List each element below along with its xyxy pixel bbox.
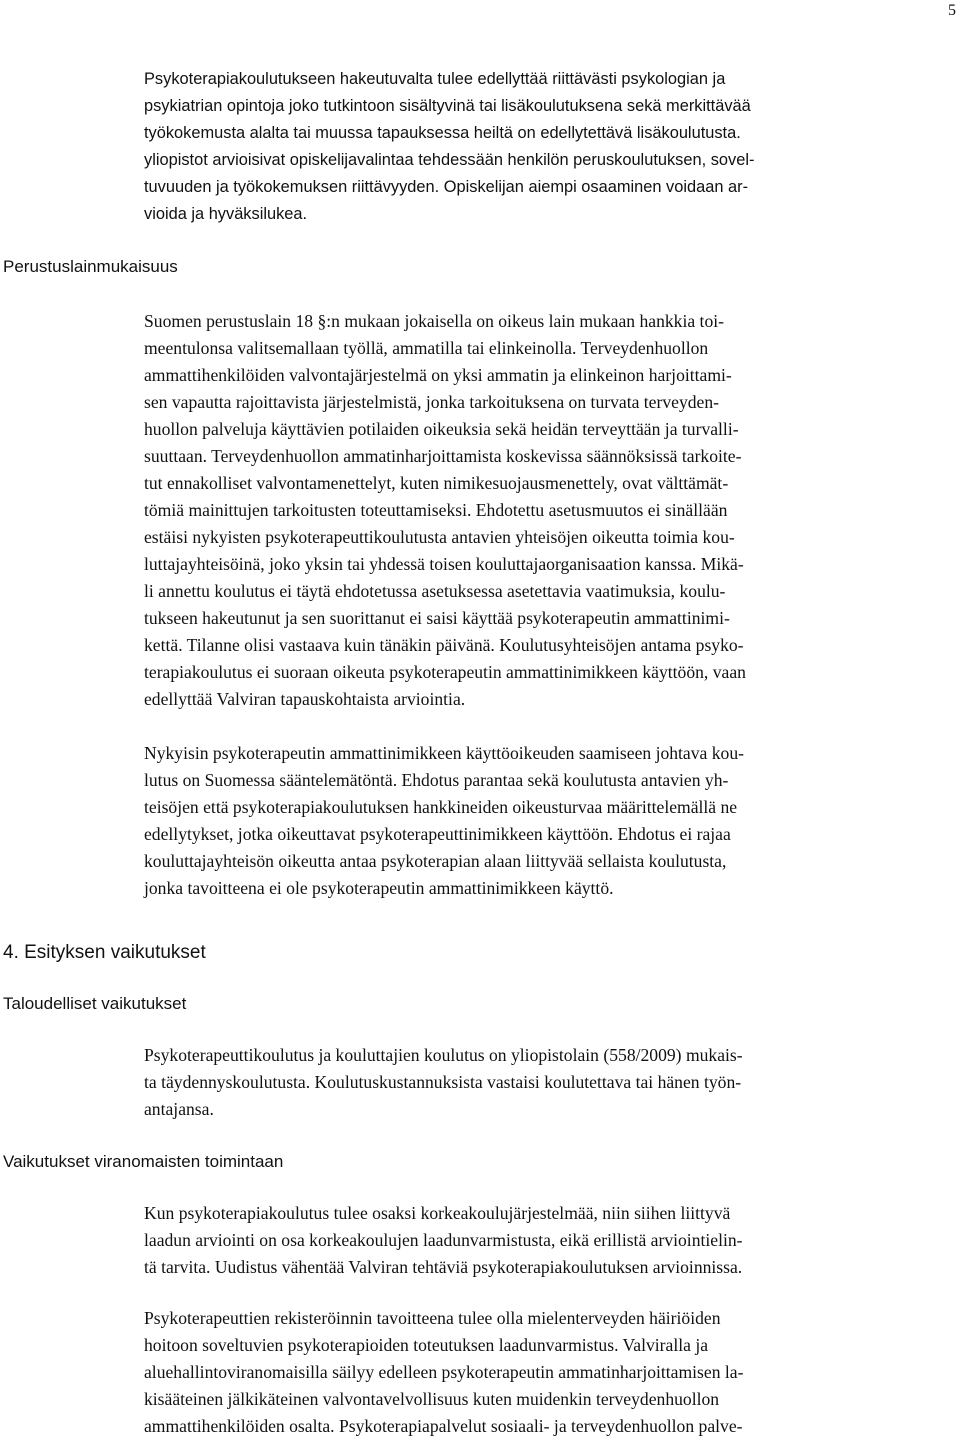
text-line: tä tarvita. Uudistus vähentää Valviran tehtäviä psykoterapiakoulutuksen arvioinnissa. bbox=[144, 1257, 743, 1277]
text-line: terapiakoulutus ei suoraan oikeuta psykoterapeutin ammattinimikkeen käyttöön, vaan bbox=[144, 662, 746, 682]
page-number: 5 bbox=[948, 2, 956, 19]
text-line: Psykoterapeuttien rekisteröinnin tavoitteena tulee olla mielenterveyden häiriöiden bbox=[144, 1308, 721, 1328]
paragraph-admission-requirements bbox=[144, 66, 956, 228]
text-line: li annettu koulutus ei täytä ehdotetussa asetuksessa asetettavia vaatimuksia, koulu- bbox=[144, 581, 726, 601]
text-line: suuttaan. Terveydenhuollon ammatinharjoittamista koskevissa säännöksissä tarkoite- bbox=[144, 446, 742, 466]
paragraph-authority-effects bbox=[144, 1200, 956, 1281]
paragraph-registration-goal bbox=[144, 1305, 956, 1440]
text-line: luttajayhteisöinä, joko yksin tai yhdessä toisen kouluttajaorganisaation kanssa. Mikä- bbox=[144, 554, 744, 574]
text-line: aluehallintoviranomaisilla säilyy edelleen psykoterapeutin ammatinharjoittamisen la- bbox=[144, 1362, 744, 1382]
text-line: työkokemusta alalta tai muussa tapauksessa heiltä on edellytettävä lisäkoulutusta. bbox=[144, 124, 741, 142]
text-line: psykiatrian opintoja joko tutkintoon sisältyvinä tai lisäkoulutuksena sekä merkittävää bbox=[144, 97, 751, 115]
text-line: sen vapautta rajoittavista järjestelmistä, jonka tarkoituksena on turvata terveyden- bbox=[144, 392, 720, 412]
text-line: hoitoon soveltuvien psykoterapioiden toteutuksen laadunvarmistus. Valviralla ja bbox=[144, 1335, 709, 1355]
text-line: yliopistot arvioisivat opiskelijavalintaa tehdessään henkilön peruskoulutuksen, sovel- bbox=[144, 151, 755, 169]
text-line: vioida ja hyväksilukea. bbox=[144, 205, 308, 223]
text-line: Kun psykoterapiakoulutus tulee osaksi korkeakoulujärjestelmää, niin siihen liittyvä bbox=[144, 1203, 731, 1223]
text-line: Suomen perustuslain 18 §:n mukaan jokaisella on oikeus lain mukaan hankkia toi- bbox=[144, 311, 724, 331]
text-line: kisääteinen jälkikäteinen valvontavelvollisuus kuten muidenkin terveydenhuollon bbox=[144, 1389, 720, 1409]
text-line: kouluttajayhteisön oikeutta antaa psykoterapian alaan liittyvää sellaista koulutusta, bbox=[144, 851, 727, 871]
text-line: lutus on Suomessa sääntelemätöntä. Ehdotus parantaa sekä koulutusta antavien yh- bbox=[144, 770, 729, 790]
text-line: ammattihenkilöiden osalta. Psykoterapiapalvelut sosiaali- ja terveydenhuollon palve- bbox=[144, 1416, 743, 1436]
text-line: laadun arviointi on osa korkeakoulujen laadunvarmistusta, eikä erillistä arviointielin- bbox=[144, 1230, 743, 1250]
text-line: teisöjen että psykoterapiakoulutuksen hankkineiden oikeusturvaa määrittelemällä ne bbox=[144, 797, 738, 817]
text-line: tömiä mainittujen tarkoitusten toteuttamiseksi. Ehdotettu asetusmuutos ei sinällään bbox=[144, 500, 728, 520]
text-line: kettä. Tilanne olisi vastaava kuin tänäkin päivänä. Koulutusyhteisöjen antama psyko- bbox=[144, 635, 744, 655]
text-line: ammattihenkilöiden valvontajärjestelmä on yksi ammatin ja elinkeinon harjoittami- bbox=[144, 365, 732, 385]
text-line: tukseen hakeutunut ja sen suorittanut ei saisi käyttää psykoterapeutin ammattinimi- bbox=[144, 608, 730, 628]
text-line: antajansa. bbox=[144, 1099, 214, 1119]
paragraph-current-regulation bbox=[144, 740, 956, 902]
paragraph-constitutionality bbox=[144, 308, 956, 713]
heading-perustuslainmukaisuus: Perustuslainmukaisuus bbox=[3, 257, 178, 276]
text-line: edellyttää Valviran tapauskohtaista arviointia. bbox=[144, 689, 466, 709]
text-line: edellytykset, jotka oikeuttavat psykoterapeuttinimikkeen käyttöön. Ehdotus ei rajaa bbox=[144, 824, 731, 844]
text-line: ta täydennyskoulutusta. Koulutuskustannuksista vastaisi koulutettava tai hänen työn- bbox=[144, 1072, 742, 1092]
text-line: Nykyisin psykoterapeutin ammattinimikkeen käyttöoikeuden saamiseen johtava kou- bbox=[144, 743, 745, 763]
heading-esityksen-vaikutukset: 4. Esityksen vaikutukset bbox=[3, 942, 206, 963]
text-line: meentulonsa valitsemallaan työllä, ammatilla tai elinkeinolla. Terveydenhuollon bbox=[144, 338, 709, 358]
text-line: tuvuuden ja työkokemuksen riittävyyden. Opiskelijan aiempi osaaminen voidaan ar- bbox=[144, 178, 749, 196]
heading-taloudelliset-vaikutukset: Taloudelliset vaikutukset bbox=[3, 994, 187, 1013]
text-line: Psykoterapeuttikoulutus ja kouluttajien koulutus on yliopistolain (558/2009) mukais- bbox=[144, 1045, 743, 1065]
text-line: jonka tavoitteena ei ole psykoterapeutin ammattinimikkeen käyttö. bbox=[144, 878, 614, 898]
text-line: Psykoterapiakoulutukseen hakeutuvalta tulee edellyttää riittävästi psykologian ja bbox=[144, 70, 726, 88]
heading-vaikutukset-viranomaisten-toimintaan: Vaikutukset viranomaisten toimintaan bbox=[3, 1152, 284, 1171]
text-line: estäisi nykyisten psykoterapeuttikoulutusta antavien yhteisöjen oikeutta toimia kou- bbox=[144, 527, 735, 547]
text-line: tut ennakolliset valvontamenettelyt, kuten nimikesuojausmenettely, ovat välttämät- bbox=[144, 473, 729, 493]
text-line: huollon palveluja käyttävien potilaiden oikeuksia sekä heidän terveyttään ja turvalli- bbox=[144, 419, 739, 439]
paragraph-economic-effects bbox=[144, 1042, 956, 1123]
